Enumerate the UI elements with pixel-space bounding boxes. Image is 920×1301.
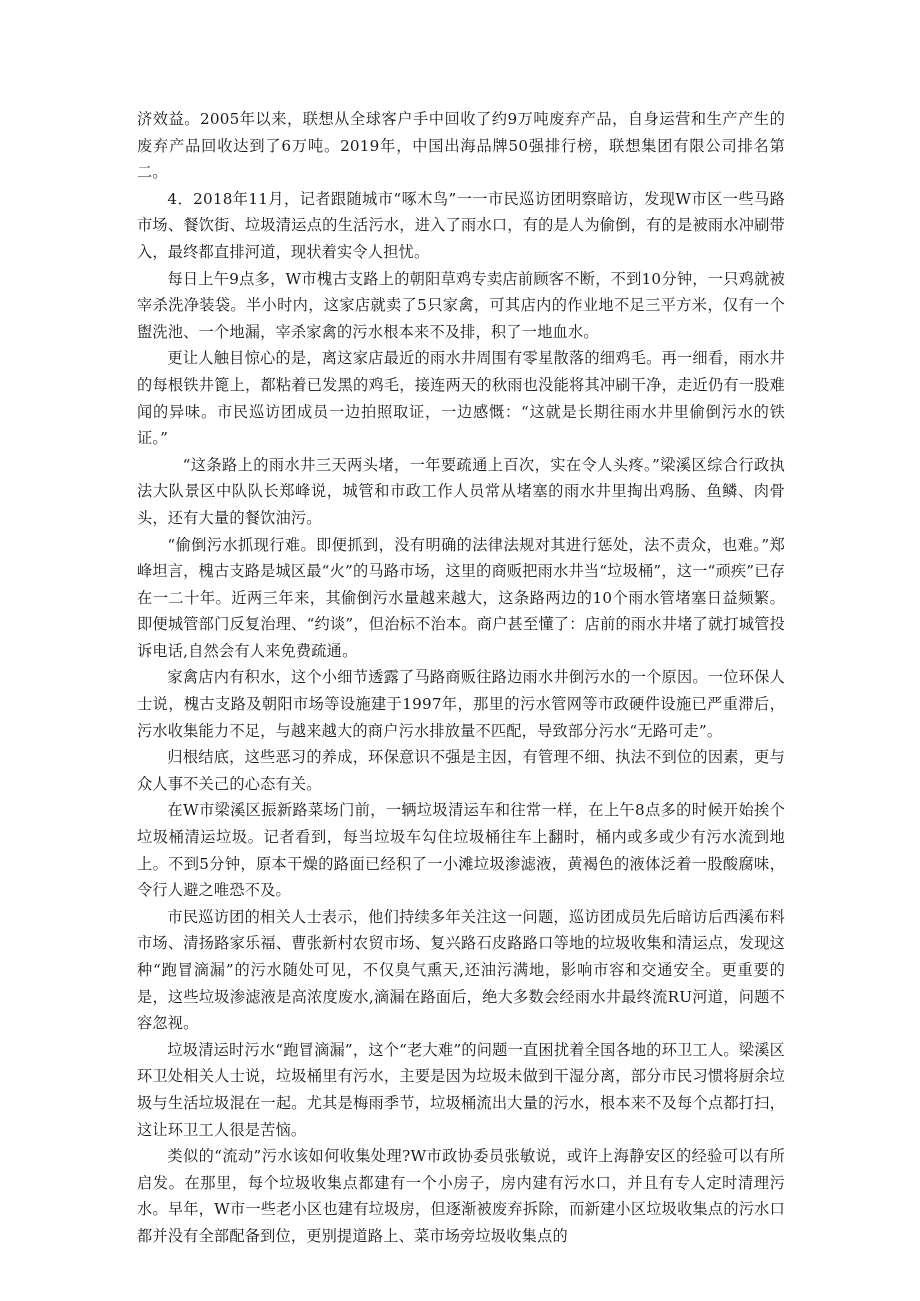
document-body [137, 106, 785, 1250]
paragraph-2: 4．2018年11月，记者跟随城市“啄木鸟”一一市民巡访团明察暗访，发现W市区一些马路市场、餐饮街、垃圾清运点的生活污水，进入了雨水口，有的是人为偷倒，有的是被雨水冲刷带入，最终都直排河道，现状着实令人担忧。 [137, 189, 785, 261]
paragraph-7: 家禽店内有积水，这个小细节透露了马路商贩往路边雨水井倒污水的一个原因。一位环保人士说，槐古支路及朝阳市场等设施建于1997年，那里的污水管网等市政硬件设施已严重滞后，污水收集能力不足，与越来越大的商户污水排放量不匹配，导致部分污水“无路可走”。 [137, 668, 785, 740]
paragraph-9: 在W市梁溪区振新路菜场门前，一辆垃圾清运车和往常一样，在上午8点多的时候开始挨个垃圾桶清运垃圾。记者看到，每当垃圾车勾住垃圾桶往车上翻时，桶内或多或少有污水流到地上。不到5分钟，原本干燥的路面已经积了一小滩垃圾渗滤液，黄褐色的液体泛着一股酸腐味，令行人避之唯恐不及。 [137, 801, 785, 900]
paragraph-4: 更让人触目惊心的是，离这家店最近的雨水井周围有零星散落的细鸡毛。再一细看，雨水井的每根铁井篦上，都粘着已发黑的鸡毛，接连两天的秋雨也没能将其冲刷干净，走近仍有一股难闻的异味。市民巡访团成员一边拍照取证，一边感慨：“这就是长期往雨水井里偷倒污水的铁证。” [137, 349, 785, 448]
paragraph-12: 类似的“流动”污水该如何收集处理?W市政协委员张敏说，或许上海静安区的经验可以有所启发。在那里，每个垃圾收集点都建有一个小房子，房内建有污水口，并且有专人定时清理污水。早年，W市一些老小区也建有垃圾房，但逐渐被废弃拆除，而新建小区垃圾收集点的污水口都并没有全部配备到位，更别提道路上、菜市场旁垃圾收集点的 [137, 1147, 785, 1245]
paragraph-3: 每日上午9点多，W市槐古支路上的朝阳草鸡专卖店前顾客不断，不到10分钟，一只鸡就被宰杀洗净装袋。半小时内，这家店就卖了5只家禽，可其店内的作业地不足三平方米，仅有一个盥洗池、一个地漏，宰杀家禽的污水根本来不及排，积了一地血水。 [137, 269, 785, 341]
paragraph-5: “这条路上的雨水井三天两头堵，一年要疏通上百次，实在令人头疼。”梁溪区综合行政执法大队景区中队队长郑峰说，城管和市政工作人员常从堵塞的雨水井里掏出鸡肠、鱼鳞、肉骨头，还有大量的餐饮油污。 [137, 455, 785, 527]
paragraph-8: 归根结底，这些恶习的养成，环保意识不强是主因，有管理不细、执法不到位的因素，更与众人事不关己的心态有关。 [137, 748, 785, 793]
paragraph-6: “偷倒污水抓现行难。即便抓到，没有明确的法律法规对其进行惩处，法不责众，也难。”郑峰坦言，槐古支路是城区最“火”的马路市场，这里的商贩把雨水井当“垃圾桶”，这一“顽疾”已存在一二十年。近两三年来，其偷倒污水量越来越大，这条路两边的10个雨水管堵塞日益频繁。即便城管部门反复治理、“约谈”，但治标不治本。商户甚至懂了：店前的雨水井堵了就打城管投诉电话,自然会有人来免费疏通。 [137, 535, 785, 660]
paragraph-11: 垃圾清运时污水“跑冒滴漏”，这个“老大难”的问题一直困扰着全国各地的环卫工人。梁溪区环卫处相关人士说，垃圾桶里有污水，主要是因为垃圾未做到干湿分离，部分市民习惯将厨余垃圾与生活垃圾混在一起。尤其是梅雨季节，垃圾桶流出大量的污水，根本来不及每个点都打扫，这让环卫工人很是苦恼。 [137, 1040, 785, 1139]
paragraph-1: 济效益。2005年以来，联想从全球客户手中回收了约9万吨废弃产品，自身运营和生产产生的废弃产品回收达到了6万吨。2019年，中国出海品牌50强排行榜，联想集团有限公司排名第二。 [137, 110, 785, 182]
paragraph-10: 市民巡访团的相关人士表示，他们持续多年关注这一问题，巡访团成员先后暗访后西溪布料市场、清扬路家乐福、曹张新村农贸市场、复兴路石皮路路口等地的垃圾收集和清运点，发现这种“跑冒滴漏”的污水随处可见，不仅臭气熏天,还油污满地，影响市容和交通安全。更重要的是，这些垃圾渗滤液是高浓度废水,滴漏在路面后，绝大多数会经雨水井最终流RU河道，问题不容忽视。 [137, 907, 785, 1033]
